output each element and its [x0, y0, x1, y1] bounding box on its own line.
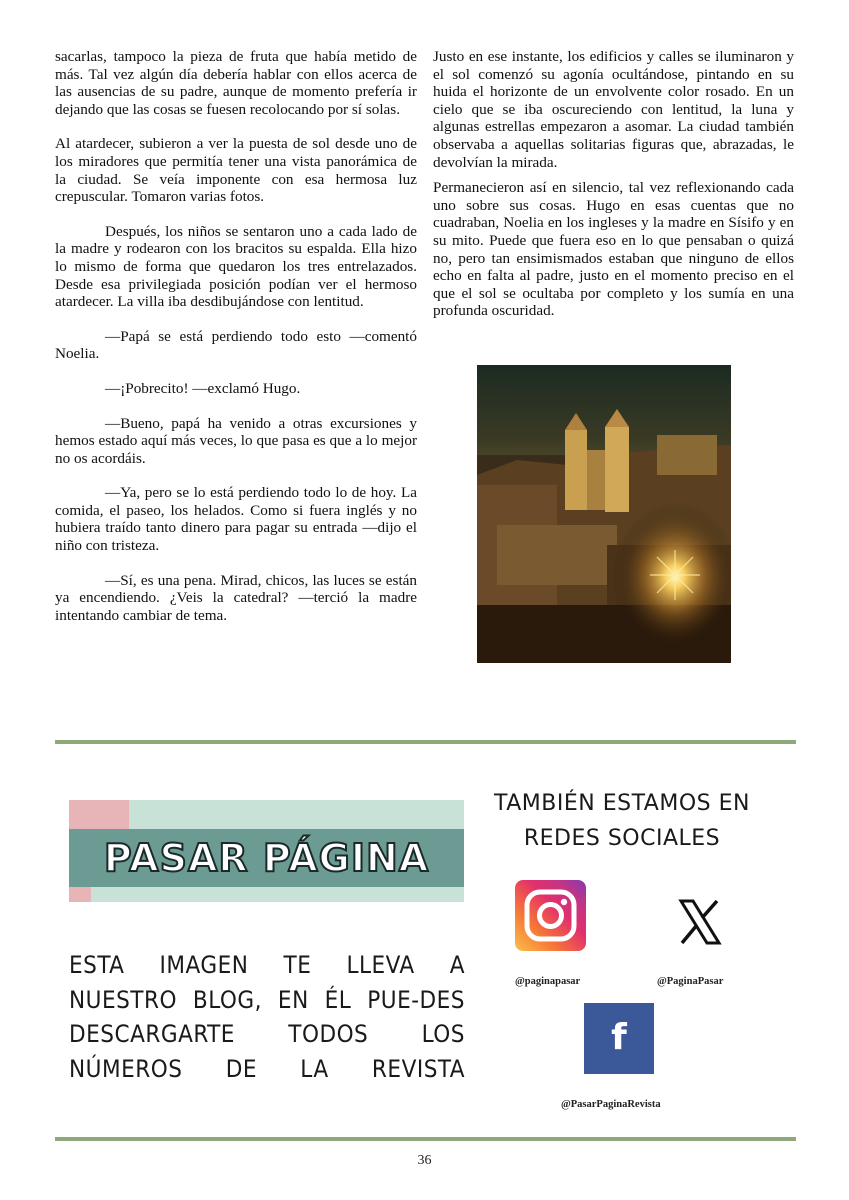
x-handle[interactable]: @PaginaPasar — [657, 976, 724, 987]
article-paragraph: Justo en ese instante, los edificios y calles se iluminaron y el sol comenzó su agonía ocultándose, pintando en su huida el horizonte de un envolvente color rosado. En un cielo que se iba oscureciendo con lentitud, la luna y algunas estrellas empezaron a asomar. La ciudad también observaba a aquellas solitarias figuras que, abrazadas, le devolvían la mirada. — [433, 48, 794, 171]
divider-bottom — [55, 1137, 796, 1141]
article-paragraph: Permanecieron así en silencio, tal vez reflexionando cada uno sobre sus cosas. Hugo en esas cuentas que no cuadraban, Noelia en los ingleses y la madre en Sísifo y en su mito. Puede que fuera eso en lo que pensaban o quizá no, pero tan ensimismados estaban que ninguno de ellos echo en falta al padre, justo en el momento preciso en el que el sol se ocultaba por completo y los sumía en una profunda oscuridad. — [433, 179, 794, 320]
article-paragraph: —Ya, pero se lo está perdiendo todo lo de hoy. La comida, el paseo, los helados. Como si fuera inglés y no hubiera traído tanto dinero para pagar su entrada —dijo el niño con tristeza. — [55, 484, 417, 555]
article-paragraph: —Papá se está perdiendo todo esto —comentó Noelia. — [55, 327, 417, 363]
instagram-handle[interactable]: @paginapasar — [515, 976, 581, 987]
city-night-photo — [477, 365, 731, 663]
divider-top — [55, 740, 796, 744]
facebook-glyph: f — [611, 1017, 627, 1058]
facebook-icon[interactable] — [584, 1003, 654, 1074]
banner-title: PASAR PÁGINA — [103, 836, 430, 880]
pasar-pagina-banner[interactable] — [69, 800, 464, 902]
article-paragraph: —¡Pobrecito! —exclamó Hugo. — [105, 379, 301, 397]
article-left-column — [55, 48, 417, 641]
facebook-handle[interactable]: @PasarPaginaRevista — [561, 1099, 661, 1110]
social-title: TAMBIÉN ESTAMOS EN REDES SOCIALES — [494, 791, 750, 851]
banner-accent — [69, 800, 129, 830]
article-right-column — [433, 48, 794, 328]
article-paragraph: Al atardecer, subieron a ver la puesta de sol desde uno de los miradores que permitía tener una vista panorámica de la ciudad. Se veía imponente con esa hermosa luz crepuscular. Tomaron varias fotos. — [55, 135, 417, 206]
article-paragraph: —Sí, es una pena. Mirad, chicos, las luces se están ya encendiendo. ¿Veis la catedral? —terció la madre intentando cambiar de tema. — [55, 571, 417, 624]
x-icon[interactable] — [673, 895, 727, 949]
blog-promo-text: ESTA IMAGEN TE LLEVA A NUESTRO BLOG, EN ÉL PUE-DES DESCARGARTE TODOS LOS NÚMEROS DE LA REVISTA — [69, 951, 465, 1083]
article-paragraph: Después, los niños se sentaron uno a cada lado de la madre y rodearon con los bracitos su espalda. Ella hizo lo mismo de forma que quedaron los tres entrelazados. Desde esa privilegiada posición podían ver el hermoso atardecer. La villa iba desdibujándose con lentitud. — [55, 222, 417, 311]
page-number: 36 — [417, 1153, 432, 1168]
instagram-icon[interactable] — [515, 880, 586, 951]
article-paragraph: sacarlas, tampoco la pieza de fruta que había metido de más. Tal vez algún día debería hablar con ellos acerca de las ausencias de su padre, aunque de momento prefería ir dejando que las cosas se fuesen recolocando por sí solas. — [55, 48, 417, 118]
article-paragraph: —Bueno, papá ha venido a otras excursiones y hemos estado aquí más veces, lo que pasa es que a lo mejor no os acordáis. — [55, 414, 417, 467]
